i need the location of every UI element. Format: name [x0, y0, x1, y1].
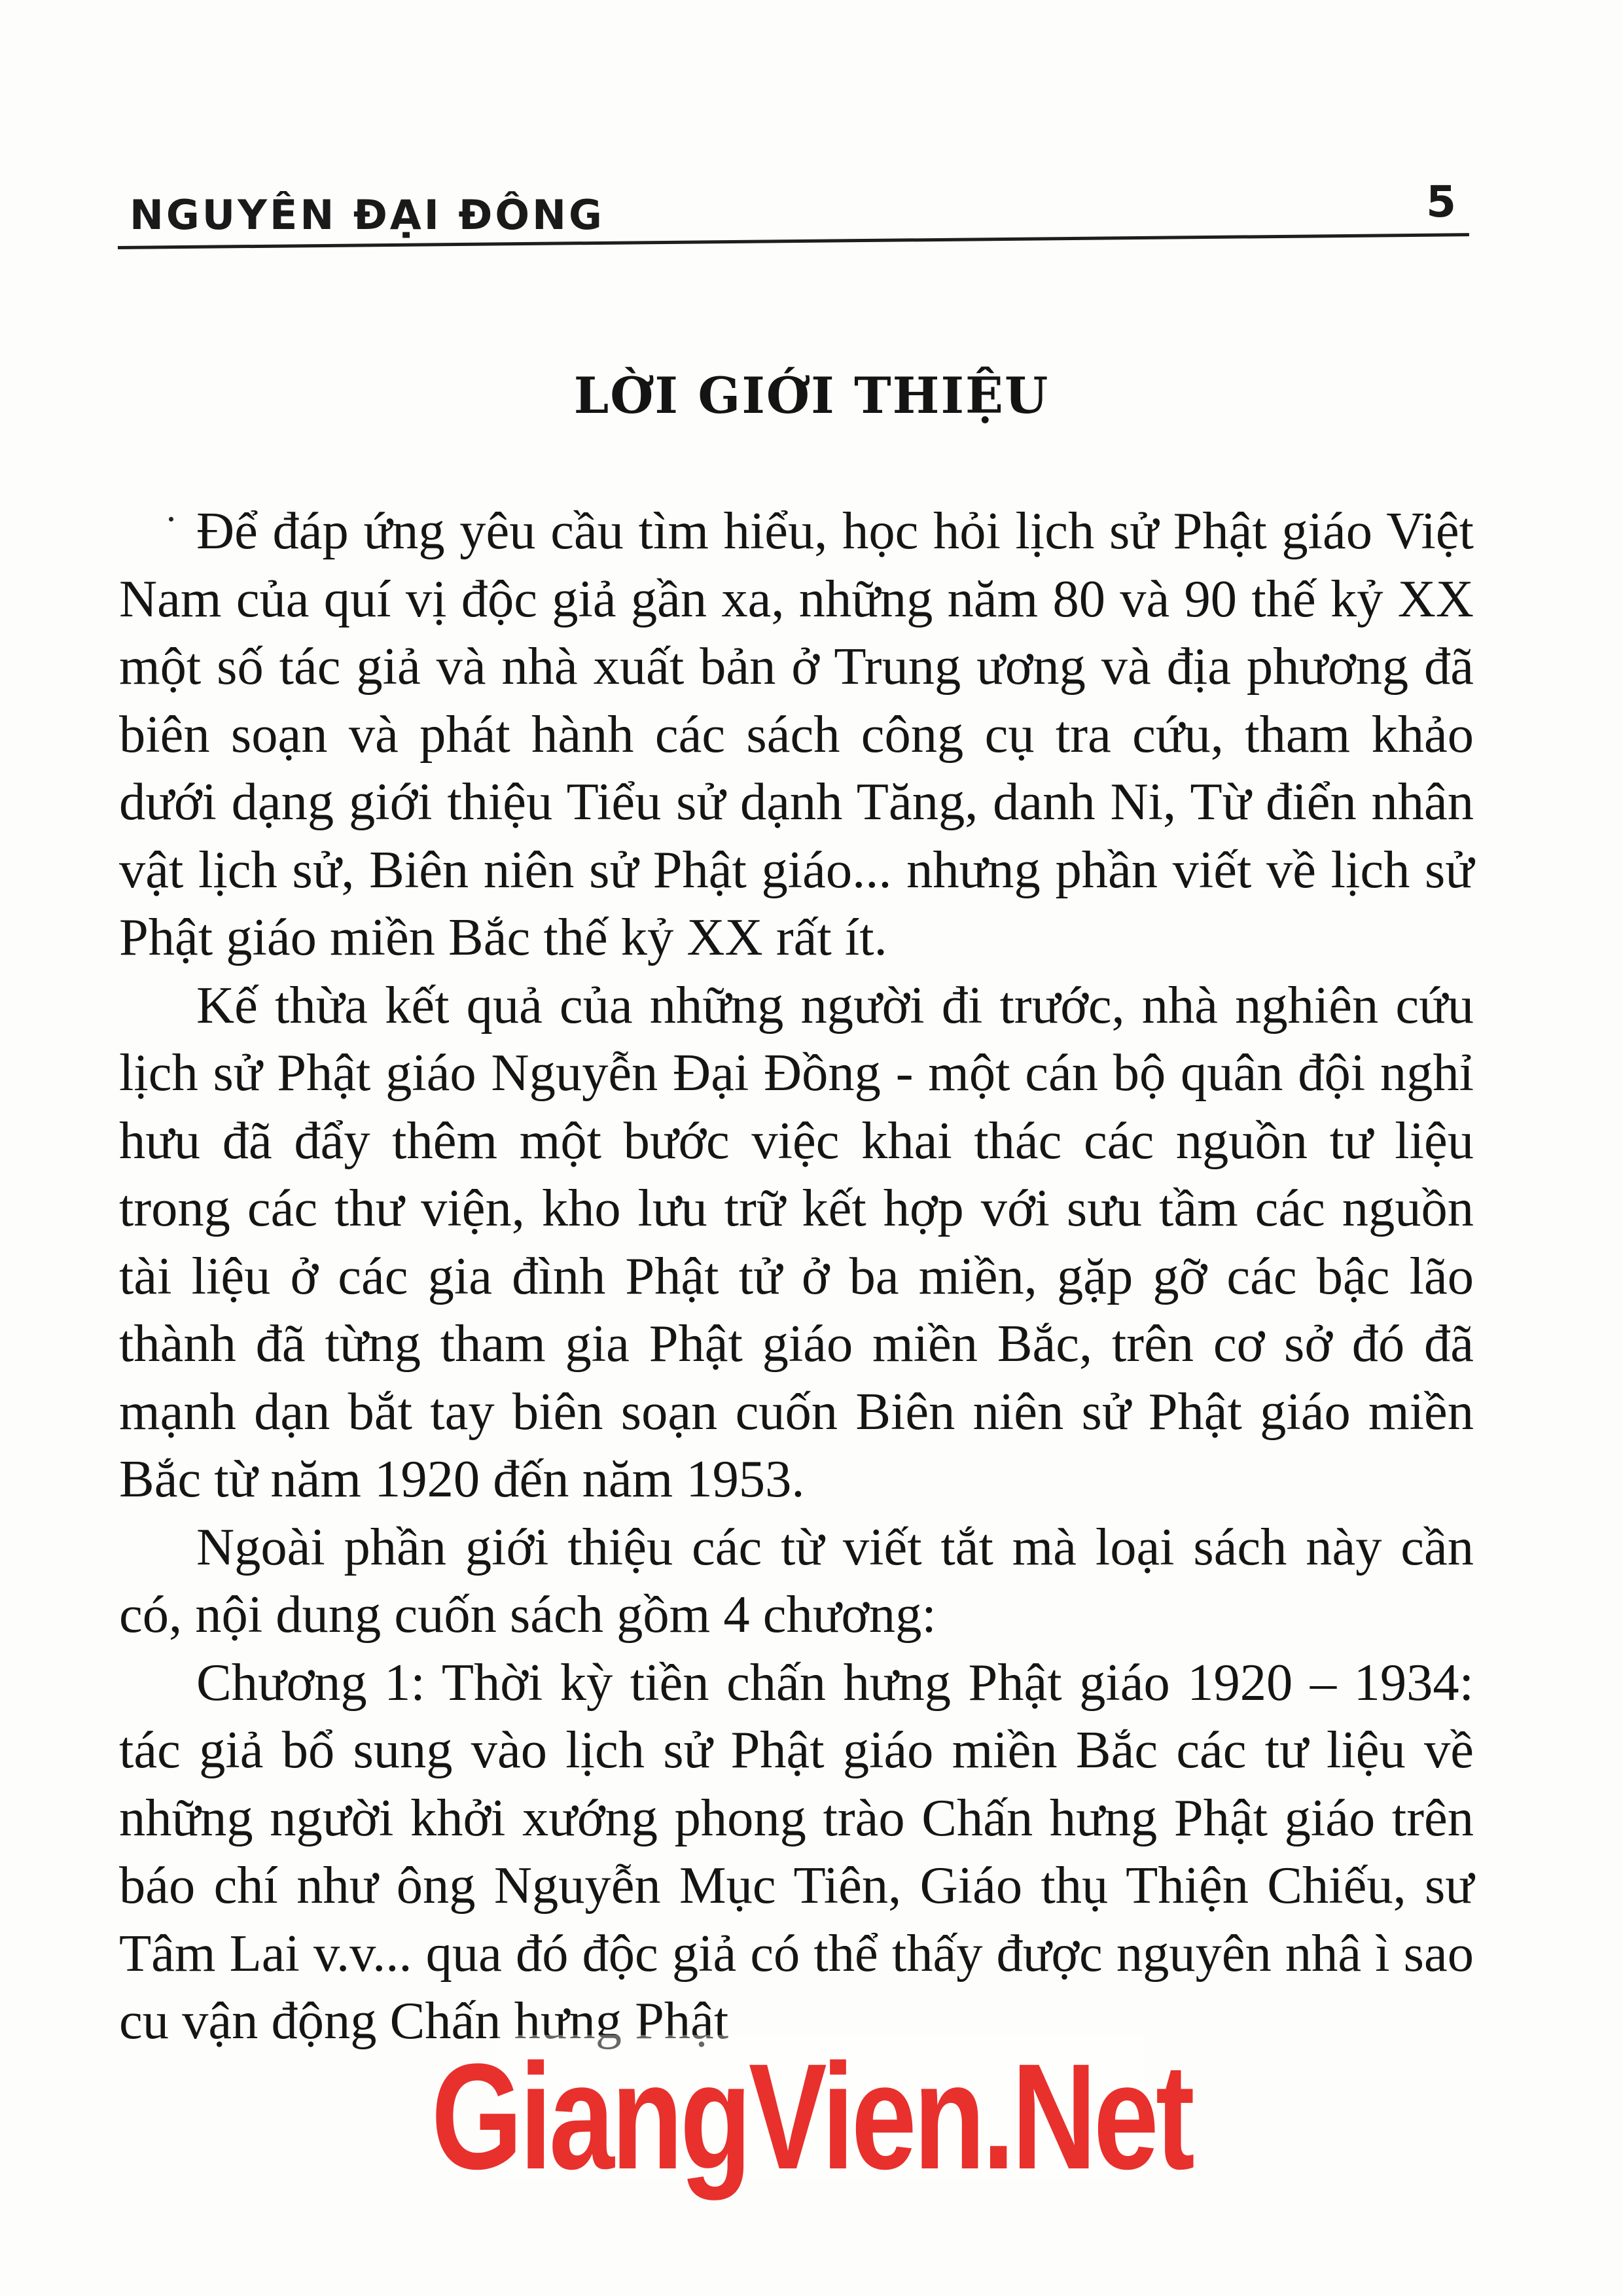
paragraph-4: Chương 1: Thời kỳ tiền chấn hưng Phật giáo 1920 – 1934: tác giả bổ sung vào lịch sử Phật giáo miền Bắc các tư liệu về những người khởi xướng phong trào Chấn hưng Phật giáo trên báo chí như ông Nguyễn Mục Tiên, Giáo thụ Thiện Chiếu, sư Tâm Lai v.v... qua đó độc giả có thể thấy được nguyên nhâ ì sao cu vận động Chấn hưng Phật	[119, 1653, 1474, 2050]
paragraph-1: Để đáp ứng yêu cầu tìm hiểu, học hỏi lịch sử Phật giáo Việt Nam của quí vị độc giả gần xa, những năm 80 và 90 thế kỷ XX một số tác giả và nhà xuất bản ở Trung ương và địa phương đã biên soạn và phát hành các sách công cụ tra cứu, tham khảo dưới dạng giới thiệu Tiểu sử dạnh Tăng, danh Ni, Từ điển nhân vật lịch sử, Biên niên sử Phật giáo... nhưng phần viết về lịch sử Phật giáo miền Bắc thế kỷ XX rất ít.	[119, 502, 1474, 966]
paragraph-3: Ngoài phần giới thiệu các từ viết tắt mà loại sách này cần có, nội dung cuốn sách gồm 4 chương:	[119, 1517, 1474, 1644]
paragraph-2: Kế thừa kết quả của những người đi trước, nhà nghiên cứu lịch sử Phật giáo Nguyễn Đại Đồng - một cán bộ quân đội nghỉ hưu đã đẩy thêm một bước việc khai thác các nguồn tư liệu trong các thư viện, kho lưu trữ kết hợp với sưu tầm các nguồn tài liệu ở các gia đình Phật tử ở ba miền, gặp gỡ các bậc lão thành đã từng tham gia Phật giáo miền Bắc, trên cơ sở đó đã mạnh dạn bắt tay biên soạn cuốn Biên niên sử Phật giáo miền Bắc từ năm 1920 đến năm 1953.	[119, 976, 1474, 1508]
page-title: LỜI GIỚI THIỆU	[573, 366, 1050, 425]
body-text	[119, 497, 1474, 2055]
watermark-logo: GiangVien.Net	[431, 2032, 1192, 2200]
page-number: 5	[1426, 177, 1456, 227]
header-author: NGUYÊN ĐẠI ĐÔNG	[130, 191, 605, 239]
running-header	[118, 175, 1469, 254]
